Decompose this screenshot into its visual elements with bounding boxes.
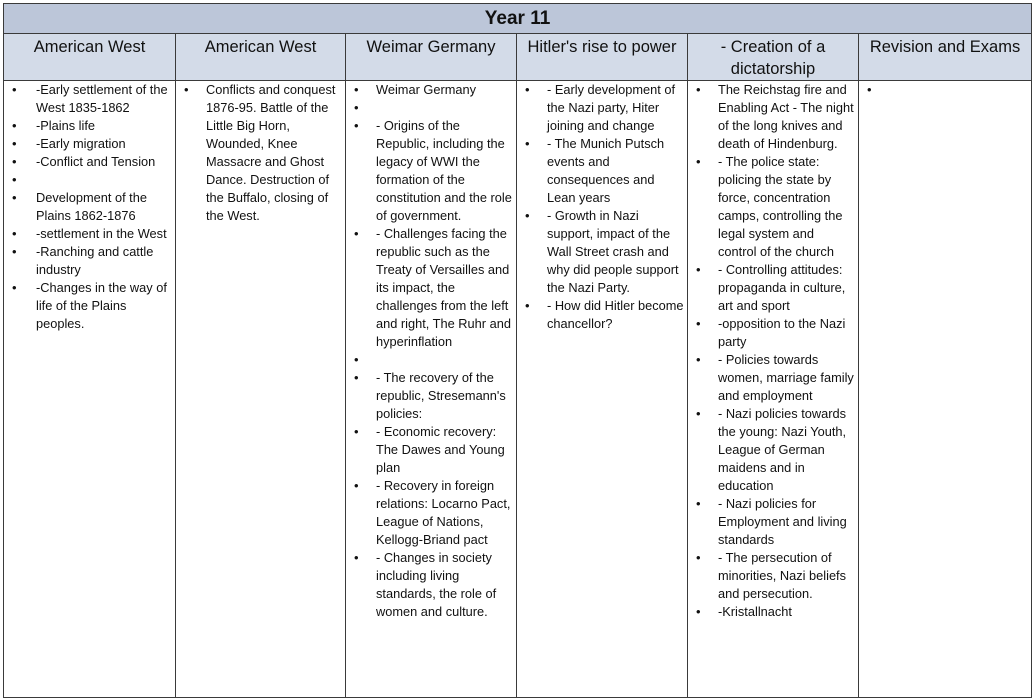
topic-list <box>176 81 345 225</box>
column-header-weimar-germany: Weimar Germany <box>346 34 517 81</box>
topic-item: • - Nazi policies towards the young: Nazi Youth, League of German maidens and in education <box>688 405 858 495</box>
topic-item: • - Controlling attitudes: propaganda in culture, art and sport <box>688 261 858 315</box>
column-cell-hitlers-rise <box>517 81 688 698</box>
topic-item: • -opposition to the Nazi party <box>688 315 858 351</box>
topic-item: • Weimar Germany <box>346 81 516 99</box>
topic-item: • -Changes in the way of life of the Plains peoples. <box>4 279 175 333</box>
topic-item: • - Policies towards women, marriage family and employment <box>688 351 858 405</box>
topic-item: • -Ranching and cattle industry <box>4 243 175 279</box>
topic-item: • - Early development of the Nazi party, Hiter joining and change <box>517 81 687 135</box>
topic-item: • - Growth in Nazi support, impact of the Wall Street crash and why did people support the Nazi Party. <box>517 207 687 297</box>
topic-list <box>859 81 1031 99</box>
topic-item: • -Kristallnacht <box>688 603 858 621</box>
topic-item: • - Changes in society including living standards, the role of women and culture. <box>346 549 516 621</box>
topic-item <box>4 171 175 189</box>
topic-item: • -settlement in the West <box>4 225 175 243</box>
table-title: Year 11 <box>4 4 1032 34</box>
topic-item <box>346 99 516 117</box>
topic-list <box>517 81 687 333</box>
topic-list <box>688 81 858 621</box>
column-cell-american-west-2 <box>176 81 346 698</box>
topic-item: • Conflicts and conquest 1876-95. Battle of the Little Big Horn, Wounded, Knee Massacre and Ghost Dance. Destruction of the Buffalo, closing of the West. <box>176 81 345 225</box>
topic-item: • -Conflict and Tension <box>4 153 175 171</box>
topic-item: • - How did Hitler become chancellor? <box>517 297 687 333</box>
topic-item: • - The recovery of the republic, Stresemann's policies: <box>346 369 516 423</box>
topic-item: • - The Munich Putsch events and consequences and Lean years <box>517 135 687 207</box>
topic-list <box>4 81 175 333</box>
topic-item <box>346 351 516 369</box>
topic-item: • The Reichstag fire and Enabling Act - The night of the long knives and death of Hindenburg. <box>688 81 858 153</box>
column-header-american-west-1: American West <box>4 34 176 81</box>
topic-list <box>346 81 516 621</box>
curriculum-table <box>3 3 1032 698</box>
topic-item: • - Origins of the Republic, including the legacy of WWI the formation of the constitution and the role of government. <box>346 117 516 225</box>
topic-item: • -Early settlement of the West 1835-1862 <box>4 81 175 117</box>
column-cell-american-west-1 <box>4 81 176 698</box>
column-cell-weimar-germany <box>346 81 517 698</box>
column-header-dictatorship: - Creation of a dictatorship <box>688 34 859 81</box>
column-cell-revision <box>859 81 1032 698</box>
topic-item: • - The police state: policing the state by force, concentration camps, controlling the legal system and control of the church <box>688 153 858 261</box>
topic-item: • - The persecution of minorities, Nazi beliefs and persecution. <box>688 549 858 603</box>
column-header-revision: Revision and Exams <box>859 34 1032 81</box>
topic-item: • - Challenges facing the republic such as the Treaty of Versailles and its impact, the challenges from the left and right, The Ruhr and hyperinflation <box>346 225 516 351</box>
topic-item: • -Early migration <box>4 135 175 153</box>
topic-item <box>859 81 1031 99</box>
column-header-hitlers-rise: Hitler's rise to power <box>517 34 688 81</box>
topic-item: • -Plains life <box>4 117 175 135</box>
topic-item: • Development of the Plains 1862-1876 <box>4 189 175 225</box>
column-header-american-west-2: American West <box>176 34 346 81</box>
topic-item: • - Economic recovery: The Dawes and Young plan <box>346 423 516 477</box>
topic-item: • - Nazi policies for Employment and living standards <box>688 495 858 549</box>
curriculum-table-wrapper <box>3 3 1031 698</box>
column-cell-dictatorship <box>688 81 859 698</box>
topic-item: • - Recovery in foreign relations: Locarno Pact, League of Nations, Kellogg-Briand pact <box>346 477 516 549</box>
